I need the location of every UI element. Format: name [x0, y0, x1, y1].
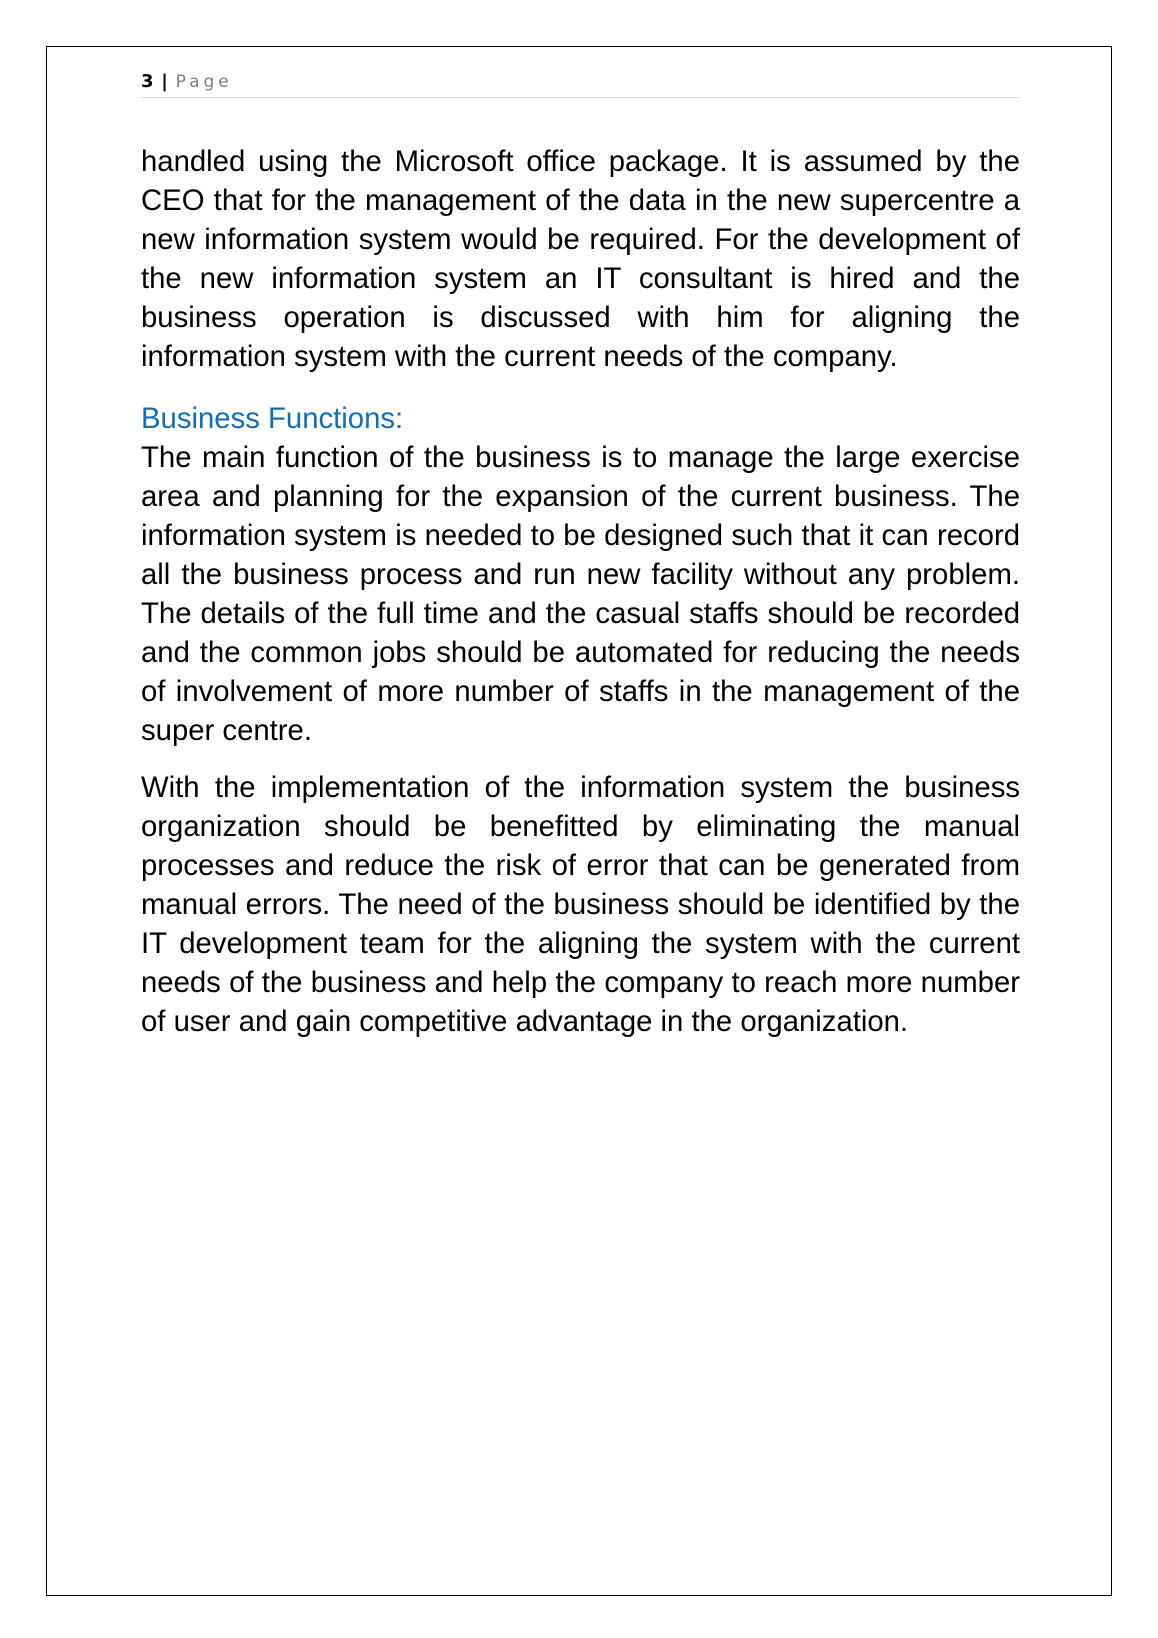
- paragraph-implementation: With the implementation of the information system the business organization should be benefitted by eliminating the manual processes and reduce the risk of error that can be generated from manual errors. The need of the business should be identified by the IT development team for the aligning the system with the current needs of the business and help the company to reach more number of user and gain competitive advantage in the organization.: [141, 771, 1020, 1038]
- page-number: 3: [141, 71, 154, 92]
- section-heading-business-functions: Business Functions:: [141, 402, 404, 435]
- paragraph-business-functions: The main function of the business is to manage the large exercise area and planning for the expansion of the current business. The information system is needed to be designed such that it can record all the business process and run new facility without any problem. The details of the full time and the casual staffs should be recorded and the common jobs should be automated for reducing the needs of involvement of more number of staffs in the management of the super centre.: [141, 441, 1020, 747]
- header-separator: |: [161, 71, 168, 92]
- page-header: [141, 66, 1020, 98]
- paragraph-intro: handled using the Microsoft office package. It is assumed by the CEO that for the management of the data in the new supercentre a new information system would be required. For the development of the new information system an IT consultant is hired and the business operation is discussed with him for aligning the information system with the current needs of the company.: [141, 145, 1020, 373]
- page-content: [141, 66, 1020, 1041]
- page-label: Page: [175, 72, 233, 92]
